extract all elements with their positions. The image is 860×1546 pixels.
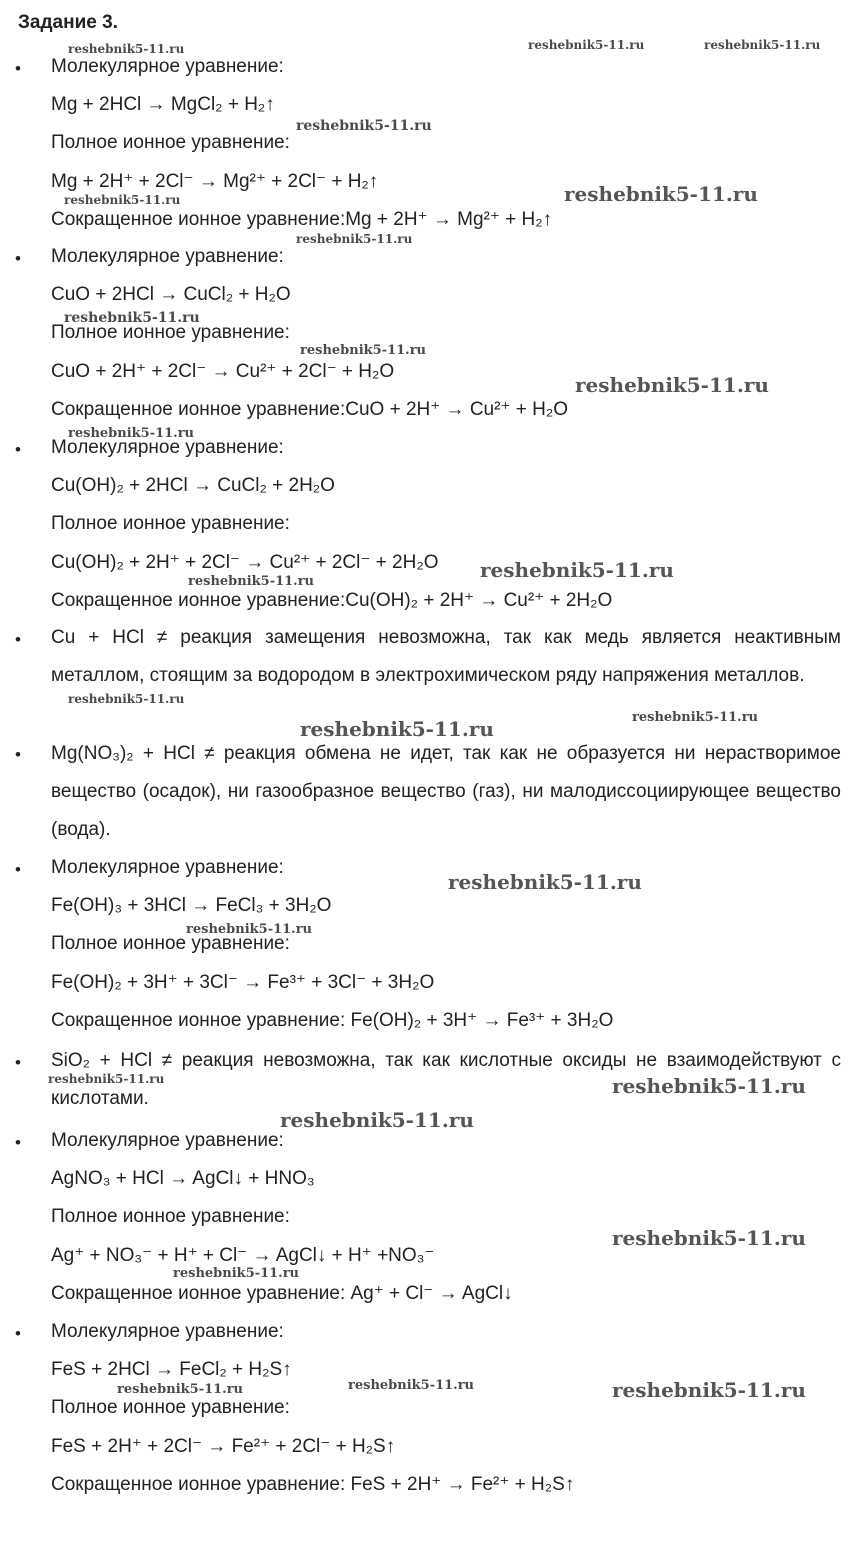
watermark: reshebnik5-11.ru (188, 574, 315, 589)
equation-text: Cu(OH)₂ + 2H⁺ + 2Cl⁻ → Cu²⁺ + 2Cl⁻ + 2H₂O (51, 552, 439, 573)
equation-label: Молекулярное уравнение: (51, 857, 284, 878)
bullet: • (15, 59, 21, 78)
watermark: reshebnik5-11.ru (480, 558, 674, 582)
watermark: reshebnik5-11.ru (348, 1378, 475, 1393)
bullet: • (15, 1133, 21, 1152)
equation-text: Cu(OH)₂ + 2HCl → CuCl₂ + 2H₂O (51, 475, 335, 496)
equation-text: Сокращенное ионное уравнение:CuO + 2H⁺ → Cu²⁺ + H₂O (51, 399, 568, 420)
equation-label: Полное ионное уравнение: (51, 933, 290, 954)
watermark: reshebnik5-11.ru (68, 426, 195, 441)
watermark: reshebnik5-11.ru (48, 1072, 165, 1086)
equation-label: Полное ионное уравнение: (51, 132, 290, 153)
bullet: • (15, 860, 21, 879)
equation-label: Молекулярное уравнение: (51, 1321, 284, 1342)
watermark: reshebnik5-11.ru (64, 193, 181, 207)
watermark: reshebnik5-11.ru (173, 1266, 300, 1281)
watermark: reshebnik5-11.ru (300, 343, 427, 358)
equation-text: FeS + 2HCl → FeCl₂ + H₂S↑ (51, 1359, 292, 1380)
watermark: reshebnik5-11.ru (448, 870, 642, 894)
equation-text: Mg + 2H⁺ + 2Cl⁻ → Mg²⁺ + 2Cl⁻ + H₂↑ (51, 171, 379, 192)
equation-text: CuO + 2HCl → CuCl₂ + H₂O (51, 284, 291, 305)
bullet: • (15, 745, 21, 764)
watermark: reshebnik5-11.ru (117, 1382, 244, 1397)
equation-text: Mg + 2HCl → MgCl₂ + H₂↑ (51, 94, 275, 115)
watermark: reshebnik5-11.ru (64, 310, 200, 326)
equation-text: FeS + 2H⁺ + 2Cl⁻ → Fe²⁺ + 2Cl⁻ + H₂S↑ (51, 1436, 396, 1457)
equation-text: Сокращенное ионное уравнение: FeS + 2H⁺ → Fe²⁺ + H₂S↑ (51, 1474, 575, 1495)
watermark: reshebnik5-11.ru (632, 710, 759, 725)
watermark: reshebnik5-11.ru (528, 38, 645, 52)
equation-label: Полное ионное уравнение: (51, 1397, 290, 1418)
equation-label: Молекулярное уравнение: (51, 437, 284, 458)
watermark: reshebnik5-11.ru (564, 182, 758, 206)
bullet: • (15, 1324, 21, 1343)
equation-label: Полное ионное уравнение: (51, 513, 290, 534)
equation-label: Полное ионное уравнение: (51, 322, 290, 343)
bullet: • (15, 249, 21, 268)
watermark: reshebnik5-11.ru (186, 922, 313, 937)
equation-text: Сокращенное ионное уравнение:Mg + 2H⁺ → Mg²⁺ + H₂↑ (51, 209, 553, 230)
bullet: • (15, 440, 21, 459)
explanation-paragraph: SiO₂ + HCl ≠ реакция невозможна, так как кислотные оксиды не взаимодействуют с кислотами. (51, 1050, 841, 1109)
equation-label: Молекулярное уравнение: (51, 1130, 284, 1151)
equation-text: Fe(OH)₃ + 3HCl → FeCl₃ + 3H₂O (51, 895, 332, 916)
watermark: reshebnik5-11.ru (296, 232, 413, 246)
watermark: reshebnik5-11.ru (68, 42, 185, 56)
watermark: reshebnik5-11.ru (280, 1108, 474, 1132)
equation-label: Молекулярное уравнение: (51, 56, 284, 77)
bullet: • (15, 630, 21, 649)
equation-text: Сокращенное ионное уравнение: Ag⁺ + Cl⁻ → AgCl↓ (51, 1283, 513, 1304)
watermark: reshebnik5-11.ru (704, 38, 821, 52)
watermark: reshebnik5-11.ru (612, 1074, 806, 1098)
explanation-paragraph: Mg(NO₃)₂ + HCl ≠ реакция обмена не идет, так как не образуется ни нерастворимое вещество (осадок), ни газообразное вещество (газ), ни малодиссоциирующее вещество (вода). (51, 743, 841, 840)
watermark: reshebnik5-11.ru (300, 717, 494, 741)
equation-text: AgNO₃ + HCl → AgCl↓ + HNO₃ (51, 1168, 315, 1189)
equation-text: Сокращенное ионное уравнение:Cu(OH)₂ + 2H⁺ → Cu²⁺ + 2H₂O (51, 590, 613, 611)
equation-label: Полное ионное уравнение: (51, 1206, 290, 1227)
equation-text: Fe(OH)₂ + 3H⁺ + 3Cl⁻ → Fe³⁺ + 3Cl⁻ + 3H₂O (51, 972, 435, 993)
page-title: Задание 3. (18, 12, 118, 33)
watermark: reshebnik5-11.ru (296, 118, 432, 134)
watermark: reshebnik5-11.ru (612, 1226, 806, 1250)
bullet: • (15, 1053, 21, 1072)
equation-text: CuO + 2H⁺ + 2Cl⁻ → Cu²⁺ + 2Cl⁻ + H₂O (51, 361, 395, 382)
equation-text: Ag⁺ + NO₃⁻ + H⁺ + Cl⁻ → AgCl↓ + H⁺ +NO₃⁻ (51, 1245, 435, 1266)
explanation-paragraph: Cu + HCl ≠ реакция замещения невозможна, так как медь является неактивным металлом, стоящим за водородом в электрохимическом ряду напряжения металлов. (51, 627, 841, 686)
equation-text: Сокращенное ионное уравнение: Fe(OH)₂ + 3H⁺ → Fe³⁺ + 3H₂O (51, 1010, 614, 1031)
watermark: reshebnik5-11.ru (575, 373, 769, 397)
watermark: reshebnik5-11.ru (612, 1378, 806, 1402)
equation-label: Молекулярное уравнение: (51, 246, 284, 267)
watermark: reshebnik5-11.ru (68, 692, 185, 706)
